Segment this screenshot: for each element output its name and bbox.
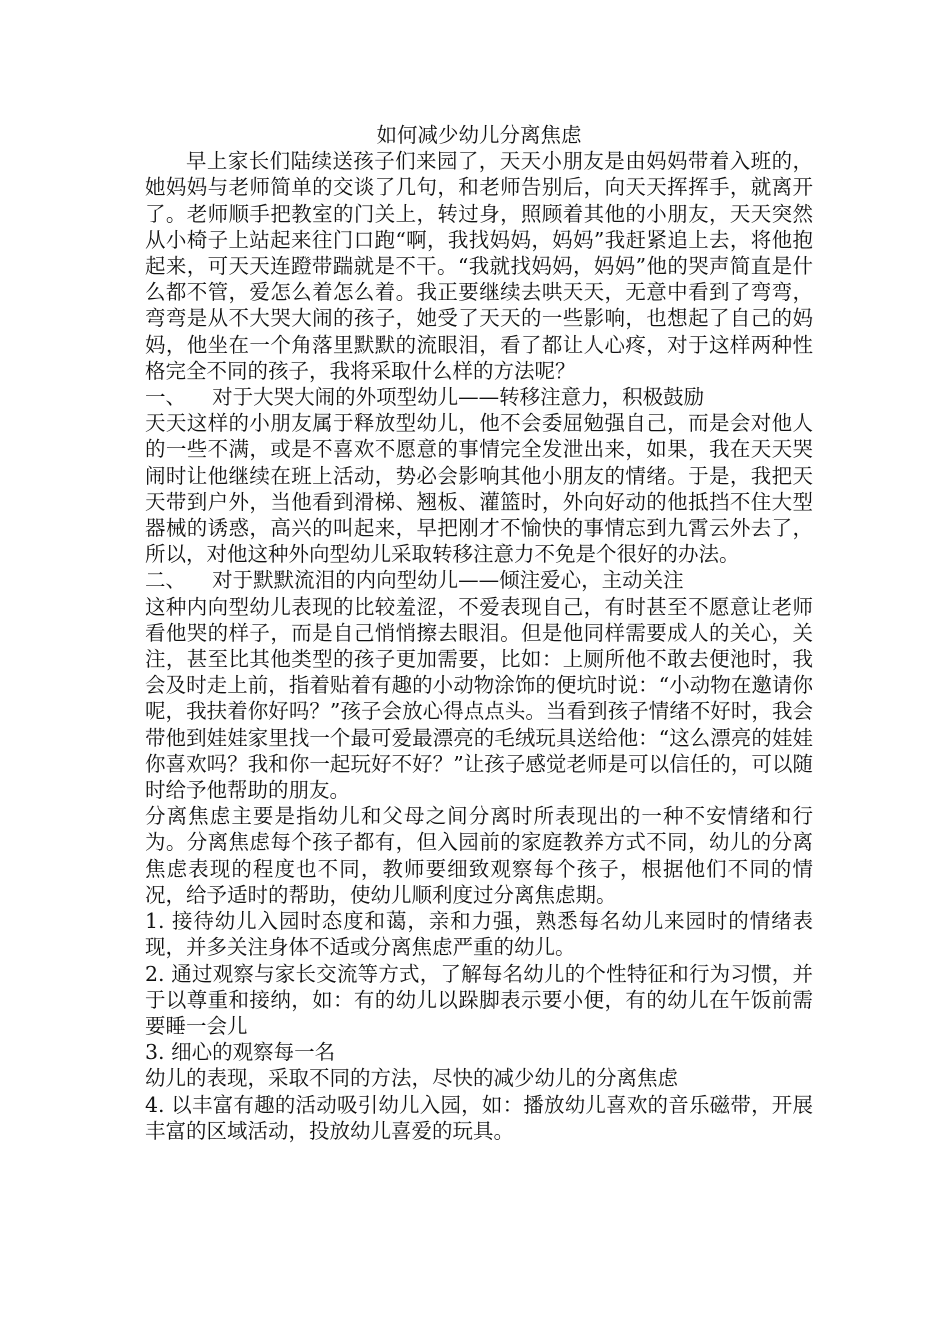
section-2-paragraph: 这种内向型幼儿表现的比较羞涩，不爱表现自己，有时甚至不愿意让老师看他哭的样子，而是自己悄悄擦去眼泪。但是他同样需要成人的关心，关注，甚至比其他类型的孩子更加需要，比如：上厕所他不敢去便池时，我会及时走上前，指着贴着有趣的小动物涂饰的便坑时说：“小动物在邀请你呢，我扶着你好吗？”孩子会放心得点点头。当看到孩子情绪不好时，我会带他到娃娃家里找一个最可爱最漂亮的毛绒玩具送给他：“这么漂亮的娃娃你喜欢吗？我和你一起玩好不好？”让孩子感觉老师是可以信任的，可以随时给予他帮助的朋友。 [145,594,813,803]
document-body [145,122,813,1144]
document-title: 如何减少幼儿分离焦虑 [376,123,582,147]
list-item-2: 2. 通过观察与家长交流等方式，了解每名幼儿的个性特征和行为习惯，并于以尊重和接纳，如：有的幼儿以跺脚表示要小便，有的幼儿在午饭前需要睡一会儿 [145,961,813,1038]
list-item-4: 4. 以丰富有趣的活动吸引幼儿入园，如：播放幼儿喜欢的音乐磁带，开展丰富的区域活动，投放幼儿喜爱的玩具。 [145,1092,813,1143]
section-1-paragraph: 天天这样的小朋友属于释放型幼儿，他不会委屈勉强自己，而是会对他人的一些不满，或是不喜欢不愿意的事情完全发泄出来，如果，我在天天哭闹时让他继续在班上活动，势必会影响其他小朋友的情绪。于是，我把天天带到户外，当他看到滑梯、翘板、灌篮时，外向好动的他抵挡不住大型器械的诱惑，高兴的叫起来，早把刚才不愉快的事情忘到九霄云外去了，所以，对他这种外向型幼儿采取转移注意力不免是个很好的办法。 [145,411,813,567]
section-1-heading: 一、 对于大哭大闹的外项型幼儿——转移注意力，积极鼓励 [145,385,705,410]
intro-paragraph: 早上家长们陆续送孩子们来园了，天天小朋友是由妈妈带着入班的，她妈妈与老师简单的交谈了几句，和老师告别后，向天天挥挥手，就离开了。老师顺手把教室的门关上，转过身，照顾着其他的小朋友，天天突然从小椅子上站起来往门口跑“啊，我找妈妈，妈妈”我赶紧追上去，将他抱起来，可天天连蹬带踹就是不干。“我就找妈妈，妈妈”他的哭声简直是什么都不管，爱怎么着怎么着。我正要继续去哄天天，无意中看到了弯弯，弯弯是从不大哭大闹的孩子，她受了天天的一些影响，也想起了自己的妈妈，他坐在一个角落里默默的流眼泪，看了都让人心疼，对于这样两种性格完全不同的孩子，我将采取什么样的方法呢？ [145,149,813,383]
section-2-heading: 二、 对于默默流泪的内向型幼儿——倾注爱心，主动关注 [145,568,684,593]
list-item-3-line-1: 3. 细心的观察每一名 [145,1040,336,1065]
summary-paragraph: 分离焦虑主要是指幼儿和父母之间分离时所表现出的一种不安情绪和行为。分离焦虑每个孩子都有，但入园前的家庭教养方式不同，幼儿的分离焦虑表现的程度也不同，教师要细致观察每个孩子，根据他们不同的情况，给予适时的帮助，使幼儿顺利度过分离焦虑期。 [145,804,813,907]
list-item-1: 1. 接待幼儿入园时态度和蔼，亲和力强，熟悉每名幼儿来园时的情绪表现，并多关注身体不适或分离焦虑严重的幼儿。 [145,909,813,960]
list-item-3-line-2: 幼儿的表现，采取不同的方法，尽快的减少幼儿的分离焦虑 [145,1066,678,1091]
